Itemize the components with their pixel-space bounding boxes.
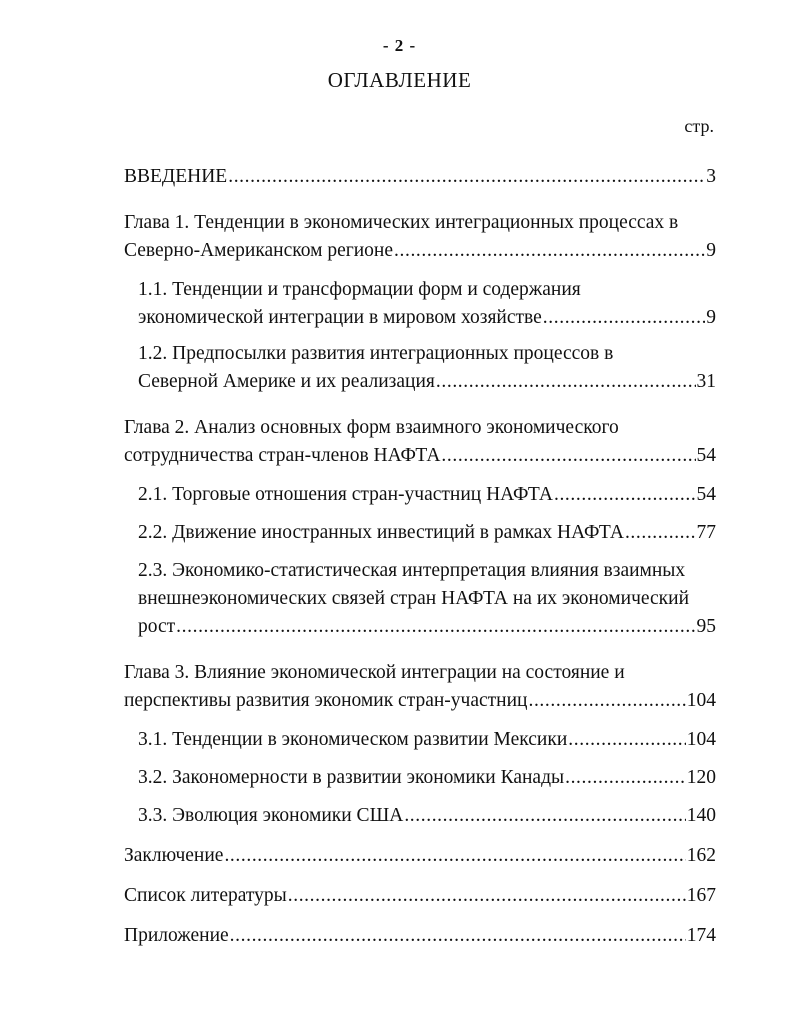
toc-entry-section-1-2: [138, 340, 716, 396]
toc-entry-title: Приложение: [124, 925, 229, 946]
dot-leader: [176, 613, 695, 641]
toc-entry-title-cont: перспективы развития экономик стран-участниц: [124, 690, 528, 711]
toc-page-number: 77: [696, 522, 716, 543]
toc-entry-chapter-1: [124, 209, 716, 265]
toc-entry-section-2-3: [138, 557, 716, 641]
toc-entry-title: Глава 1. Тенденции в экономических интеграционных процессах в: [124, 212, 679, 233]
page-number: - 2 -: [382, 36, 417, 55]
dot-leader: [394, 237, 705, 265]
toc-entry-title: 3.1. Тенденции в экономическом развитии Мексики: [138, 729, 568, 750]
toc-page-number: 95: [696, 616, 716, 637]
toc-entry-title-cont: Северно-Американском регионе: [124, 240, 394, 261]
toc-entry-title: Глава 3. Влияние экономической интеграции на состояние и: [124, 662, 625, 683]
page-column-label: стр.: [684, 116, 714, 136]
toc-entry-section-1-1: [138, 276, 716, 332]
toc-page-number: 9: [706, 307, 716, 328]
dot-leader: [224, 842, 685, 870]
toc-entry-title: 2.1. Торговые отношения стран-участниц НАФТА: [138, 484, 553, 505]
toc-page-number: 162: [686, 845, 716, 866]
toc-entry-title: Список литературы: [124, 885, 287, 906]
page-title: ОГЛАВЛЕНИЕ: [327, 68, 472, 92]
toc-page-number: 9: [706, 240, 716, 261]
toc-page-number: 104: [686, 729, 716, 750]
dot-leader: [436, 368, 696, 396]
toc-entry-title: 1.2. Предпосылки развития интеграционных процессов в: [138, 343, 614, 364]
toc-entry-section-2-2: [138, 519, 716, 547]
toc-entry-title: 2.2. Движение иностранных инвестиций в рамках НАФТА: [138, 522, 624, 543]
toc-entry-introduction: [124, 163, 716, 191]
toc-entry-title: 1.1. Тенденции и трансформации форм и содержания: [138, 279, 581, 300]
dot-leader: [441, 442, 695, 470]
toc-page-number: 120: [686, 767, 716, 788]
toc-page-number: 54: [696, 445, 716, 466]
toc-page-number: 54: [696, 484, 716, 505]
toc-page-number: 104: [686, 690, 716, 711]
toc-entry-title: 3.2. Закономерности в развитии экономики Канады: [138, 767, 565, 788]
dot-leader: [565, 764, 686, 792]
dot-leader: [230, 922, 686, 950]
toc-page-number: 140: [686, 805, 716, 826]
dot-leader: [404, 802, 685, 830]
toc-entry-title-cont: Северной Америке и их реализация: [138, 371, 435, 392]
toc-entry-section-3-2: [138, 764, 716, 792]
toc-page-number: 31: [696, 371, 716, 392]
dot-leader: [288, 882, 686, 910]
toc-entry-title: ВВЕДЕНИЕ: [124, 166, 228, 187]
toc-entry-title: 3.3. Эволюция экономики США: [138, 805, 404, 826]
toc-entry-title-cont: рост: [138, 616, 176, 637]
toc-entry-title-cont: сотрудничества стран-членов НАФТА: [124, 445, 441, 466]
toc-entry-chapter-3: [124, 659, 716, 715]
toc-entry-chapter-2: [124, 414, 716, 470]
toc-page-number: 3: [706, 166, 716, 187]
toc-page-number: 174: [686, 925, 716, 946]
toc-page-number: 167: [686, 885, 716, 906]
toc-entry-title: Заключение: [124, 845, 224, 866]
toc-entry-appendix: [124, 922, 716, 950]
toc-entry-title-cont: экономической интеграции в мировом хозяйстве: [138, 307, 542, 328]
toc-entry-title: Глава 2. Анализ основных форм взаимного экономического: [124, 417, 619, 438]
dot-leader: [568, 726, 685, 754]
toc-entry-section-3-1: [138, 726, 716, 754]
table-of-contents: [124, 163, 716, 950]
dot-leader: [543, 304, 705, 332]
dot-leader: [228, 163, 705, 191]
dot-leader: [528, 687, 685, 715]
toc-entry-section-2-1: [138, 481, 716, 509]
toc-entry-section-3-3: [138, 802, 716, 830]
toc-entry-references: [124, 882, 716, 910]
toc-entry-conclusion: [124, 842, 716, 870]
toc-entry-title: 2.3. Экономико-статистическая интерпретация влияния взаимных: [138, 560, 686, 581]
toc-entry-title-cont: внешнеэкономических связей стран НАФТА на их экономический: [138, 588, 690, 609]
dot-leader: [554, 481, 696, 509]
dot-leader: [625, 519, 696, 547]
